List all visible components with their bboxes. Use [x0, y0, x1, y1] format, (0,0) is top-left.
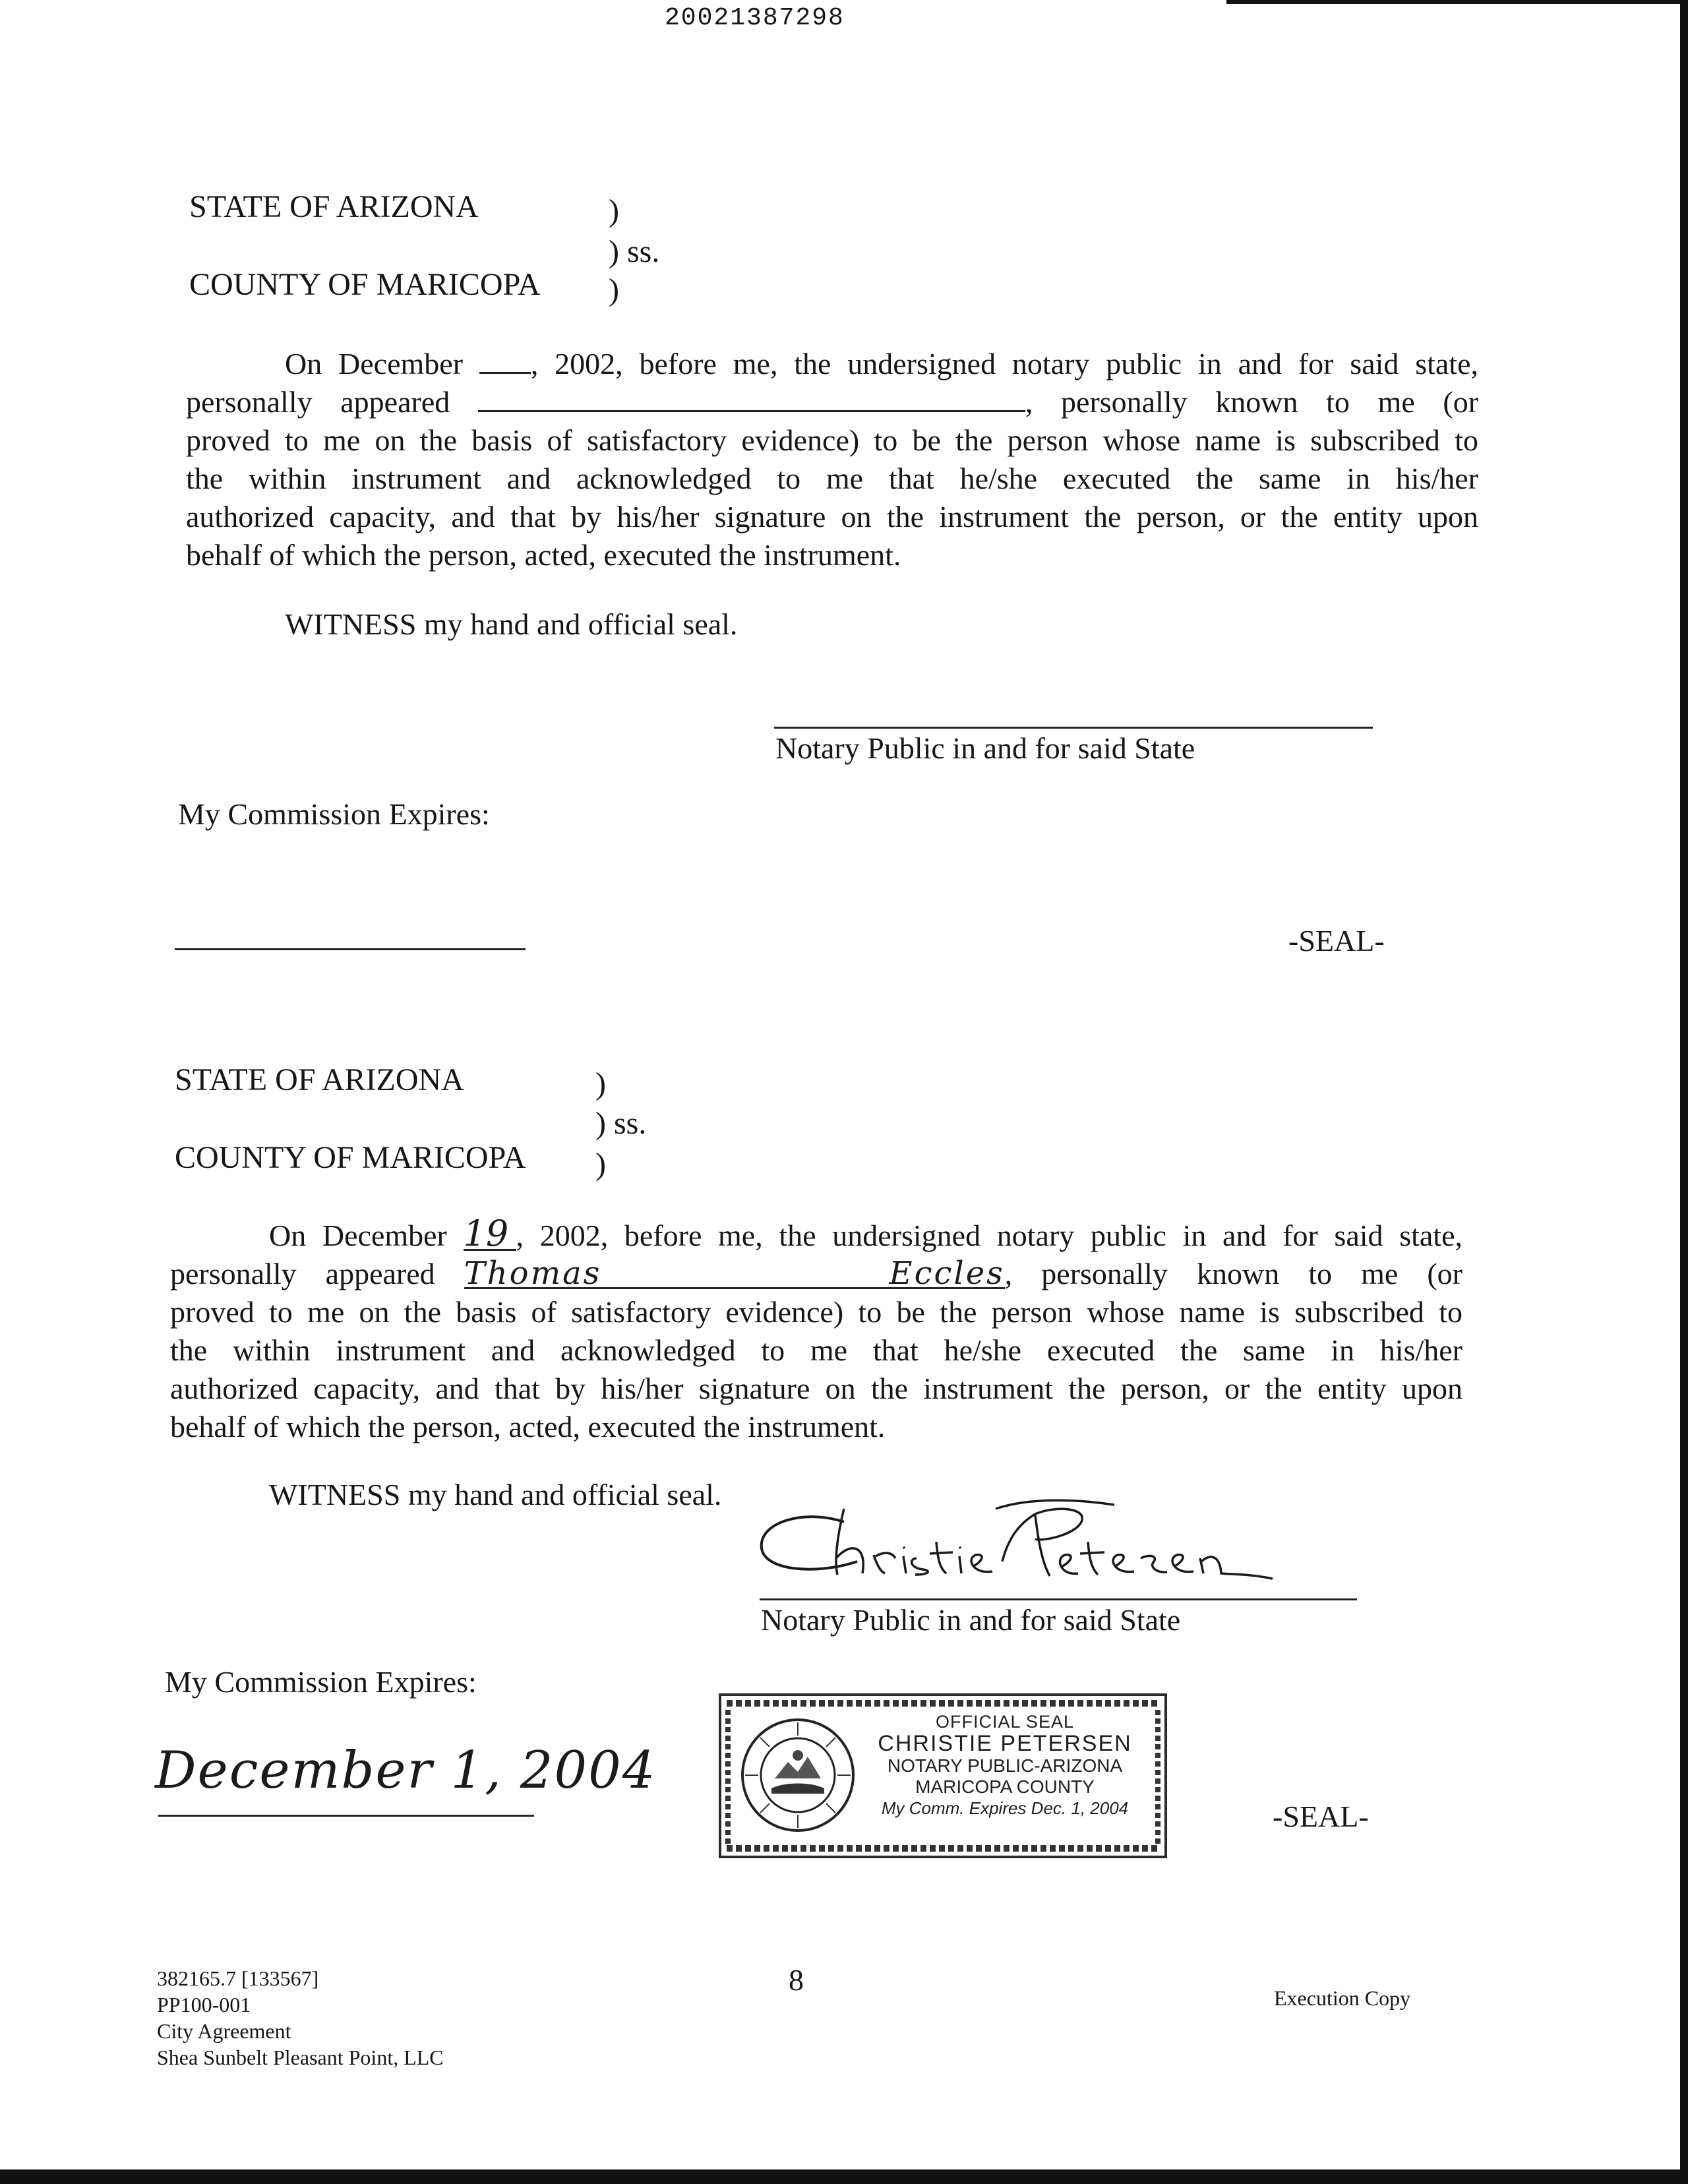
footer-agreement-type: City Agreement: [157, 2019, 291, 2043]
notary-label: Notary Public in and for said State: [761, 1603, 1181, 1637]
document-number: 20021387298: [665, 4, 845, 32]
stamp-notary-name: CHRISTIE PETERSEN: [878, 1731, 1132, 1756]
county-label: COUNTY OF MARICOPA: [175, 1140, 526, 1175]
handwritten-name: Thomas Eccles: [464, 1255, 1005, 1292]
handwritten-commission-date: December 1, 2004: [155, 1741, 657, 1800]
handwritten-day: 19: [463, 1213, 509, 1254]
notary-signature-line: [760, 1598, 1357, 1600]
execution-copy-label: Execution Copy: [1274, 1986, 1411, 2010]
official-seal-stamp: [719, 1693, 1167, 1858]
page-number: 8: [789, 1963, 804, 1997]
stamp-border-left: [725, 1708, 731, 1844]
state-label: STATE OF ARIZONA: [189, 189, 479, 224]
footer-project-code: PP100-001: [157, 1993, 251, 2017]
paren-bottom: ): [595, 1147, 606, 1182]
stamp-notary-state: NOTARY PUBLIC-ARIZONA: [887, 1755, 1123, 1776]
commission-label: My Commission Expires:: [165, 1665, 477, 1699]
ss-label: ) ss.: [609, 234, 660, 269]
state-label: STATE OF ARIZONA: [175, 1062, 464, 1097]
witness-text: WITNESS my hand and official seal.: [285, 607, 738, 641]
paren-bottom: ): [609, 272, 619, 307]
stamp-expiration: My Comm. Expires Dec. 1, 2004: [881, 1798, 1129, 1818]
commission-date-line: [158, 1815, 534, 1817]
witness-text: WITNESS my hand and official seal.: [269, 1478, 722, 1511]
notary-signature: [745, 1496, 1299, 1608]
day-blank: [479, 372, 531, 374]
footer-party-name: Shea Sunbelt Pleasant Point, LLC: [157, 2046, 444, 2069]
commission-date-line: [175, 948, 526, 950]
stamp-border-bottom: [727, 1845, 1159, 1852]
stamp-county: MARICOPA COUNTY: [915, 1776, 1095, 1797]
paren-top: ): [595, 1066, 606, 1101]
acknowledgment-paragraph: On December , 2002, before me, the undersigned notary public in and for said state, personally appeared , personally known to me (or proved to me on the basis of satisfactory evidence) to be the person whose name is subscribed to the within instrument and acknowledged to me that he/she executed the same in his/her authorized capacity, and that by his/her signature on the instrument the person, or the entity upon behalf of which the person, acted, executed the instrument.: [186, 347, 1479, 572]
acknowledgment-paragraph: On December 19 , 2002, before me, the undersigned notary public in and for said state, personally appeared Thomas Eccles, personally known to me (or proved to me on the basis of satisfactory evidence) to be the person whose name is subscribed to the within instrument and acknowledged to me that he/she executed the same in his/her authorized capacity, and that by his/her signature on the instrument the person, or the entity upon behalf of which the person, acted, executed the instrument.: [170, 1213, 1462, 1443]
notary-signature-line: [774, 727, 1373, 729]
ss-label: ) ss.: [595, 1106, 647, 1141]
scan-artifact-top: [1226, 0, 1688, 4]
name-blank: [478, 410, 1025, 412]
scan-artifact-right: [1680, 0, 1688, 2184]
scan-artifact-bottom: [0, 2169, 1688, 2184]
county-label: COUNTY OF MARICOPA: [189, 267, 541, 302]
commission-label: My Commission Expires:: [178, 797, 490, 831]
seal-label: -SEAL-: [1288, 924, 1385, 957]
arizona-state-seal-emblem: [738, 1716, 857, 1835]
stamp-border-top: [727, 1700, 1159, 1707]
stamp-title: OFFICIAL SEAL: [935, 1712, 1075, 1732]
seal-label: -SEAL-: [1273, 1800, 1369, 1833]
footer-doc-id: 382165.7 [133567]: [157, 1966, 319, 1990]
notary-label: Notary Public in and for said State: [775, 731, 1195, 765]
paren-top: ): [609, 193, 619, 228]
